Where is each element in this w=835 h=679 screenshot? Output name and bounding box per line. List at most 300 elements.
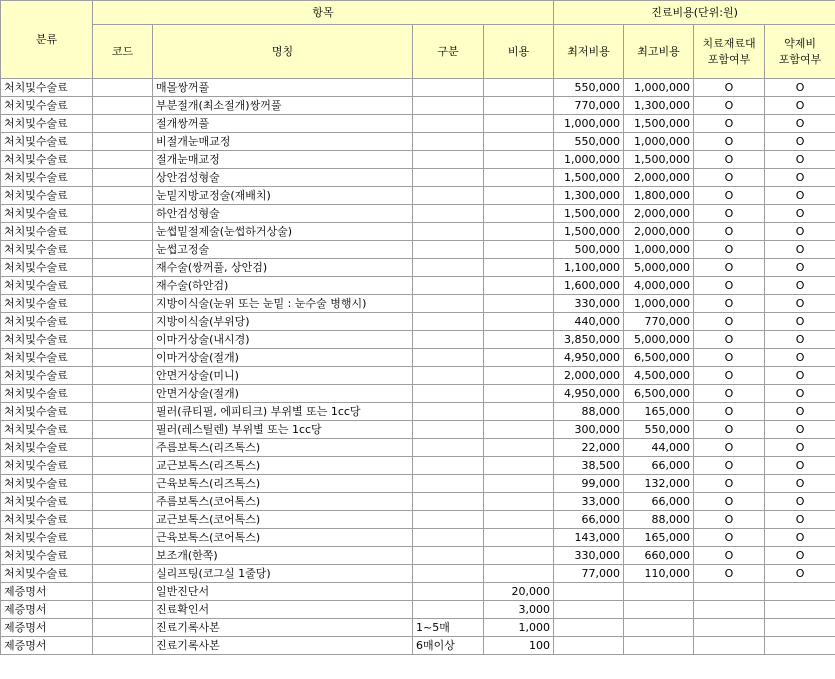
cell-max-cost: 1,800,000 [624, 187, 694, 205]
cell-drug-included: O [765, 169, 835, 187]
cell-cost [484, 331, 554, 349]
table-row [1, 187, 835, 205]
cell-material-included: O [694, 475, 765, 493]
cell-name: 지방이식술(부위당) [153, 313, 413, 331]
cell-material-included: O [694, 385, 765, 403]
cell-division [413, 367, 484, 385]
cell-drug-included: O [765, 547, 835, 565]
cell-division [413, 205, 484, 223]
table-row [1, 367, 835, 385]
table-row [1, 547, 835, 565]
cell-max-cost [624, 583, 694, 601]
cell-division [413, 277, 484, 295]
cell-drug-included: O [765, 277, 835, 295]
cell-division [413, 79, 484, 97]
cell-category: 제증명서 [1, 619, 93, 637]
cell-material-included: O [694, 241, 765, 259]
cell-drug-included: O [765, 295, 835, 313]
cell-category: 처치및수술료 [1, 151, 93, 169]
cell-material-included: O [694, 403, 765, 421]
cell-drug-included: O [765, 529, 835, 547]
cell-division [413, 169, 484, 187]
cell-cost [484, 277, 554, 295]
cell-category: 처치및수술료 [1, 565, 93, 583]
cell-code [93, 169, 153, 187]
cell-drug-included: O [765, 133, 835, 151]
cell-category: 처치및수술료 [1, 331, 93, 349]
cell-division: 1~5매 [413, 619, 484, 637]
cell-drug-included: O [765, 97, 835, 115]
cell-name: 하안검성형술 [153, 205, 413, 223]
cell-category: 처치및수술료 [1, 529, 93, 547]
cell-min-cost [554, 619, 624, 637]
cell-code [93, 187, 153, 205]
cell-min-cost: 330,000 [554, 547, 624, 565]
table-row [1, 205, 835, 223]
cell-name: 지방이식술(눈위 또는 눈밑 : 눈수술 병행시) [153, 295, 413, 313]
cell-division [413, 115, 484, 133]
cell-code [93, 295, 153, 313]
cell-name: 주름보톡스(코어톡스) [153, 493, 413, 511]
cell-category: 처치및수술료 [1, 277, 93, 295]
cell-max-cost: 4,500,000 [624, 367, 694, 385]
cell-material-included: O [694, 169, 765, 187]
cell-category: 제증명서 [1, 583, 93, 601]
cell-max-cost: 6,500,000 [624, 385, 694, 403]
cell-cost: 1,000 [484, 619, 554, 637]
table-row [1, 79, 835, 97]
cell-drug-included [765, 601, 835, 619]
cell-name: 일반진단서 [153, 583, 413, 601]
cell-name: 눈썹밑절제술(눈썹하거상술) [153, 223, 413, 241]
cell-category: 처치및수술료 [1, 403, 93, 421]
cell-max-cost [624, 601, 694, 619]
cell-cost [484, 133, 554, 151]
cell-code [93, 493, 153, 511]
cell-max-cost: 1,000,000 [624, 79, 694, 97]
cell-division [413, 295, 484, 313]
cell-cost [484, 187, 554, 205]
cell-min-cost: 300,000 [554, 421, 624, 439]
cell-category: 처치및수술료 [1, 313, 93, 331]
table-row [1, 133, 835, 151]
header-name: 명칭 [153, 25, 413, 79]
header-material-included: 치료재료대 포함여부 [694, 25, 765, 79]
cell-cost [484, 349, 554, 367]
cell-code [93, 367, 153, 385]
cell-category: 처치및수술료 [1, 367, 93, 385]
table-row [1, 97, 835, 115]
cell-material-included: O [694, 97, 765, 115]
cell-material-included: O [694, 151, 765, 169]
header-item-group: 항목 [93, 1, 554, 25]
cell-cost [484, 565, 554, 583]
cell-min-cost: 2,000,000 [554, 367, 624, 385]
cell-max-cost: 66,000 [624, 493, 694, 511]
cell-drug-included [765, 637, 835, 655]
table-row [1, 385, 835, 403]
cell-code [93, 331, 153, 349]
cell-material-included: O [694, 493, 765, 511]
cell-max-cost: 1,500,000 [624, 151, 694, 169]
cell-min-cost [554, 583, 624, 601]
cell-cost: 3,000 [484, 601, 554, 619]
table-row [1, 151, 835, 169]
cell-division [413, 601, 484, 619]
cell-material-included: O [694, 547, 765, 565]
cell-drug-included: O [765, 565, 835, 583]
cell-division [413, 349, 484, 367]
cell-drug-included: O [765, 367, 835, 385]
cell-name: 보조개(한쪽) [153, 547, 413, 565]
cell-max-cost: 1,300,000 [624, 97, 694, 115]
cell-division [413, 241, 484, 259]
cell-cost [484, 241, 554, 259]
cell-code [93, 457, 153, 475]
table-row [1, 349, 835, 367]
cell-code [93, 529, 153, 547]
table-row [1, 619, 835, 637]
cell-code [93, 547, 153, 565]
cell-material-included: O [694, 133, 765, 151]
cell-material-included: O [694, 205, 765, 223]
cell-cost [484, 493, 554, 511]
cell-cost [484, 367, 554, 385]
header-max-cost: 최고비용 [624, 25, 694, 79]
cell-code [93, 565, 153, 583]
cell-division [413, 313, 484, 331]
cell-cost [484, 457, 554, 475]
cell-material-included: O [694, 223, 765, 241]
cell-drug-included: O [765, 475, 835, 493]
cell-name: 눈밑지방교정술(재배치) [153, 187, 413, 205]
cell-min-cost [554, 637, 624, 655]
table-row [1, 223, 835, 241]
cell-cost [484, 439, 554, 457]
cell-code [93, 115, 153, 133]
cell-name: 진료기록사본 [153, 619, 413, 637]
cell-division [413, 187, 484, 205]
cell-min-cost [554, 601, 624, 619]
cell-division [413, 223, 484, 241]
cell-name: 실리프팅(코그실 1줄당) [153, 565, 413, 583]
cell-min-cost: 550,000 [554, 133, 624, 151]
cell-category: 처치및수술료 [1, 475, 93, 493]
cell-max-cost: 660,000 [624, 547, 694, 565]
cell-cost [484, 421, 554, 439]
cell-drug-included: O [765, 403, 835, 421]
cell-cost [484, 169, 554, 187]
cell-code [93, 205, 153, 223]
cell-material-included: O [694, 511, 765, 529]
cell-min-cost: 1,300,000 [554, 187, 624, 205]
cell-max-cost: 770,000 [624, 313, 694, 331]
cell-category: 제증명서 [1, 601, 93, 619]
cell-min-cost: 770,000 [554, 97, 624, 115]
cell-material-included: O [694, 295, 765, 313]
cell-cost [484, 529, 554, 547]
cell-min-cost: 99,000 [554, 475, 624, 493]
cell-drug-included: O [765, 421, 835, 439]
table-row [1, 565, 835, 583]
cell-min-cost: 440,000 [554, 313, 624, 331]
cell-division [413, 475, 484, 493]
cell-drug-included: O [765, 205, 835, 223]
table-row [1, 637, 835, 655]
cell-name: 진료확인서 [153, 601, 413, 619]
cell-drug-included [765, 583, 835, 601]
cell-max-cost: 165,000 [624, 529, 694, 547]
cell-max-cost: 1,000,000 [624, 241, 694, 259]
cell-code [93, 475, 153, 493]
cell-min-cost: 66,000 [554, 511, 624, 529]
cell-name: 비절개눈매교정 [153, 133, 413, 151]
cell-category: 처치및수술료 [1, 547, 93, 565]
cell-max-cost: 2,000,000 [624, 223, 694, 241]
cell-category: 처치및수술료 [1, 133, 93, 151]
cell-code [93, 583, 153, 601]
cell-material-included: O [694, 187, 765, 205]
cell-min-cost: 1,000,000 [554, 115, 624, 133]
table-row [1, 169, 835, 187]
cell-cost [484, 115, 554, 133]
cell-category: 처치및수술료 [1, 385, 93, 403]
cell-code [93, 385, 153, 403]
header-drug-included: 약제비 포함여부 [765, 25, 835, 79]
cell-max-cost: 5,000,000 [624, 331, 694, 349]
cell-code [93, 637, 153, 655]
table-row [1, 421, 835, 439]
cell-cost [484, 259, 554, 277]
cell-max-cost: 1,000,000 [624, 133, 694, 151]
cell-division [413, 97, 484, 115]
cell-name: 진료기록사본 [153, 637, 413, 655]
cell-division [413, 385, 484, 403]
cell-material-included: O [694, 331, 765, 349]
cell-cost [484, 547, 554, 565]
cell-code [93, 277, 153, 295]
cell-drug-included [765, 619, 835, 637]
cell-division [413, 457, 484, 475]
header-division: 구분 [413, 25, 484, 79]
cell-code [93, 97, 153, 115]
cell-cost: 20,000 [484, 583, 554, 601]
cell-name: 필러(큐티필, 에피티크) 부위별 또는 1cc당 [153, 403, 413, 421]
cell-max-cost: 88,000 [624, 511, 694, 529]
cell-max-cost: 2,000,000 [624, 205, 694, 223]
cell-drug-included: O [765, 115, 835, 133]
cell-category: 처치및수술료 [1, 511, 93, 529]
cell-min-cost: 4,950,000 [554, 385, 624, 403]
cell-max-cost: 66,000 [624, 457, 694, 475]
cell-name: 이마거상술(절개) [153, 349, 413, 367]
cell-material-included [694, 583, 765, 601]
table-row [1, 241, 835, 259]
table-row [1, 529, 835, 547]
cell-cost [484, 97, 554, 115]
header-code: 코드 [93, 25, 153, 79]
cell-name: 상안검성형술 [153, 169, 413, 187]
cell-material-included: O [694, 79, 765, 97]
cell-category: 처치및수술료 [1, 295, 93, 313]
cell-name: 절개쌍꺼풀 [153, 115, 413, 133]
cell-division [413, 331, 484, 349]
cell-division [413, 565, 484, 583]
cell-min-cost: 500,000 [554, 241, 624, 259]
cell-code [93, 79, 153, 97]
cell-division [413, 529, 484, 547]
cell-division [413, 493, 484, 511]
cell-category: 처치및수술료 [1, 457, 93, 475]
cell-drug-included: O [765, 331, 835, 349]
cell-cost: 100 [484, 637, 554, 655]
cell-material-included: O [694, 529, 765, 547]
cell-code [93, 133, 153, 151]
cell-min-cost: 3,850,000 [554, 331, 624, 349]
cell-max-cost [624, 637, 694, 655]
cell-drug-included: O [765, 313, 835, 331]
cell-drug-included: O [765, 457, 835, 475]
cell-division [413, 583, 484, 601]
cell-max-cost: 132,000 [624, 475, 694, 493]
table-row [1, 493, 835, 511]
cell-cost [484, 313, 554, 331]
header-cost: 비용 [484, 25, 554, 79]
table-row [1, 457, 835, 475]
cell-drug-included: O [765, 259, 835, 277]
cell-min-cost: 77,000 [554, 565, 624, 583]
cell-category: 처치및수술료 [1, 493, 93, 511]
table-header [1, 1, 835, 79]
cell-min-cost: 330,000 [554, 295, 624, 313]
cell-division [413, 403, 484, 421]
cell-cost [484, 295, 554, 313]
cell-drug-included: O [765, 151, 835, 169]
cell-code [93, 349, 153, 367]
cell-code [93, 223, 153, 241]
cell-division [413, 547, 484, 565]
cell-max-cost: 4,000,000 [624, 277, 694, 295]
cell-name: 안면거상술(절개) [153, 385, 413, 403]
cell-division: 6매이상 [413, 637, 484, 655]
cell-name: 근육보톡스(리즈톡스) [153, 475, 413, 493]
cell-material-included: O [694, 115, 765, 133]
cell-category: 처치및수술료 [1, 187, 93, 205]
cell-min-cost: 33,000 [554, 493, 624, 511]
cell-min-cost: 88,000 [554, 403, 624, 421]
cell-cost [484, 511, 554, 529]
cell-max-cost: 2,000,000 [624, 169, 694, 187]
cell-category: 처치및수술료 [1, 421, 93, 439]
cell-drug-included: O [765, 511, 835, 529]
cell-category: 처치및수술료 [1, 115, 93, 133]
cell-cost [484, 475, 554, 493]
cell-drug-included: O [765, 241, 835, 259]
cell-material-included: O [694, 565, 765, 583]
cell-cost [484, 79, 554, 97]
cell-name: 매몰쌍꺼풀 [153, 79, 413, 97]
table-row [1, 475, 835, 493]
table-row [1, 331, 835, 349]
cell-max-cost: 110,000 [624, 565, 694, 583]
table-row [1, 295, 835, 313]
table-row [1, 403, 835, 421]
cell-name: 재수술(쌍꺼풀, 상안검) [153, 259, 413, 277]
cell-max-cost: 165,000 [624, 403, 694, 421]
table-row [1, 583, 835, 601]
table-row [1, 259, 835, 277]
cell-category: 처치및수술료 [1, 223, 93, 241]
table-row [1, 511, 835, 529]
cell-division [413, 421, 484, 439]
table-row [1, 277, 835, 295]
cell-drug-included: O [765, 385, 835, 403]
cell-category: 처치및수술료 [1, 259, 93, 277]
cell-max-cost: 550,000 [624, 421, 694, 439]
cell-material-included: O [694, 277, 765, 295]
cell-min-cost: 4,950,000 [554, 349, 624, 367]
cell-drug-included: O [765, 187, 835, 205]
cell-category: 제증명서 [1, 637, 93, 655]
cell-code [93, 151, 153, 169]
cell-max-cost: 6,500,000 [624, 349, 694, 367]
cell-code [93, 601, 153, 619]
cell-name: 눈썹고정술 [153, 241, 413, 259]
cell-material-included [694, 637, 765, 655]
cell-code [93, 511, 153, 529]
cell-material-included [694, 601, 765, 619]
cell-material-included [694, 619, 765, 637]
header-cost-group: 진료비용(단위:원) [554, 1, 835, 25]
cell-material-included: O [694, 367, 765, 385]
cell-cost [484, 223, 554, 241]
cell-material-included: O [694, 421, 765, 439]
cell-min-cost: 550,000 [554, 79, 624, 97]
cell-code [93, 313, 153, 331]
cell-cost [484, 151, 554, 169]
cell-category: 처치및수술료 [1, 205, 93, 223]
cell-material-included: O [694, 439, 765, 457]
cell-cost [484, 385, 554, 403]
cell-name: 부분절개(최소절개)쌍꺼풀 [153, 97, 413, 115]
cell-category: 처치및수술료 [1, 97, 93, 115]
cell-cost [484, 403, 554, 421]
cell-material-included: O [694, 313, 765, 331]
cell-name: 주름보톡스(리즈톡스) [153, 439, 413, 457]
cell-max-cost [624, 619, 694, 637]
table-row [1, 439, 835, 457]
cell-code [93, 241, 153, 259]
cell-max-cost: 5,000,000 [624, 259, 694, 277]
cell-division [413, 439, 484, 457]
table-row [1, 313, 835, 331]
cell-category: 처치및수술료 [1, 169, 93, 187]
cell-name: 교근보톡스(코어톡스) [153, 511, 413, 529]
cell-code [93, 439, 153, 457]
cell-drug-included: O [765, 79, 835, 97]
cell-name: 이마거상술(내시경) [153, 331, 413, 349]
cell-min-cost: 1,600,000 [554, 277, 624, 295]
cell-drug-included: O [765, 493, 835, 511]
cell-category: 처치및수술료 [1, 349, 93, 367]
cell-drug-included: O [765, 349, 835, 367]
table-body [1, 79, 835, 655]
cell-max-cost: 1,500,000 [624, 115, 694, 133]
cell-code [93, 259, 153, 277]
cell-division [413, 133, 484, 151]
header-min-cost: 최저비용 [554, 25, 624, 79]
header-category: 분류 [1, 1, 93, 79]
